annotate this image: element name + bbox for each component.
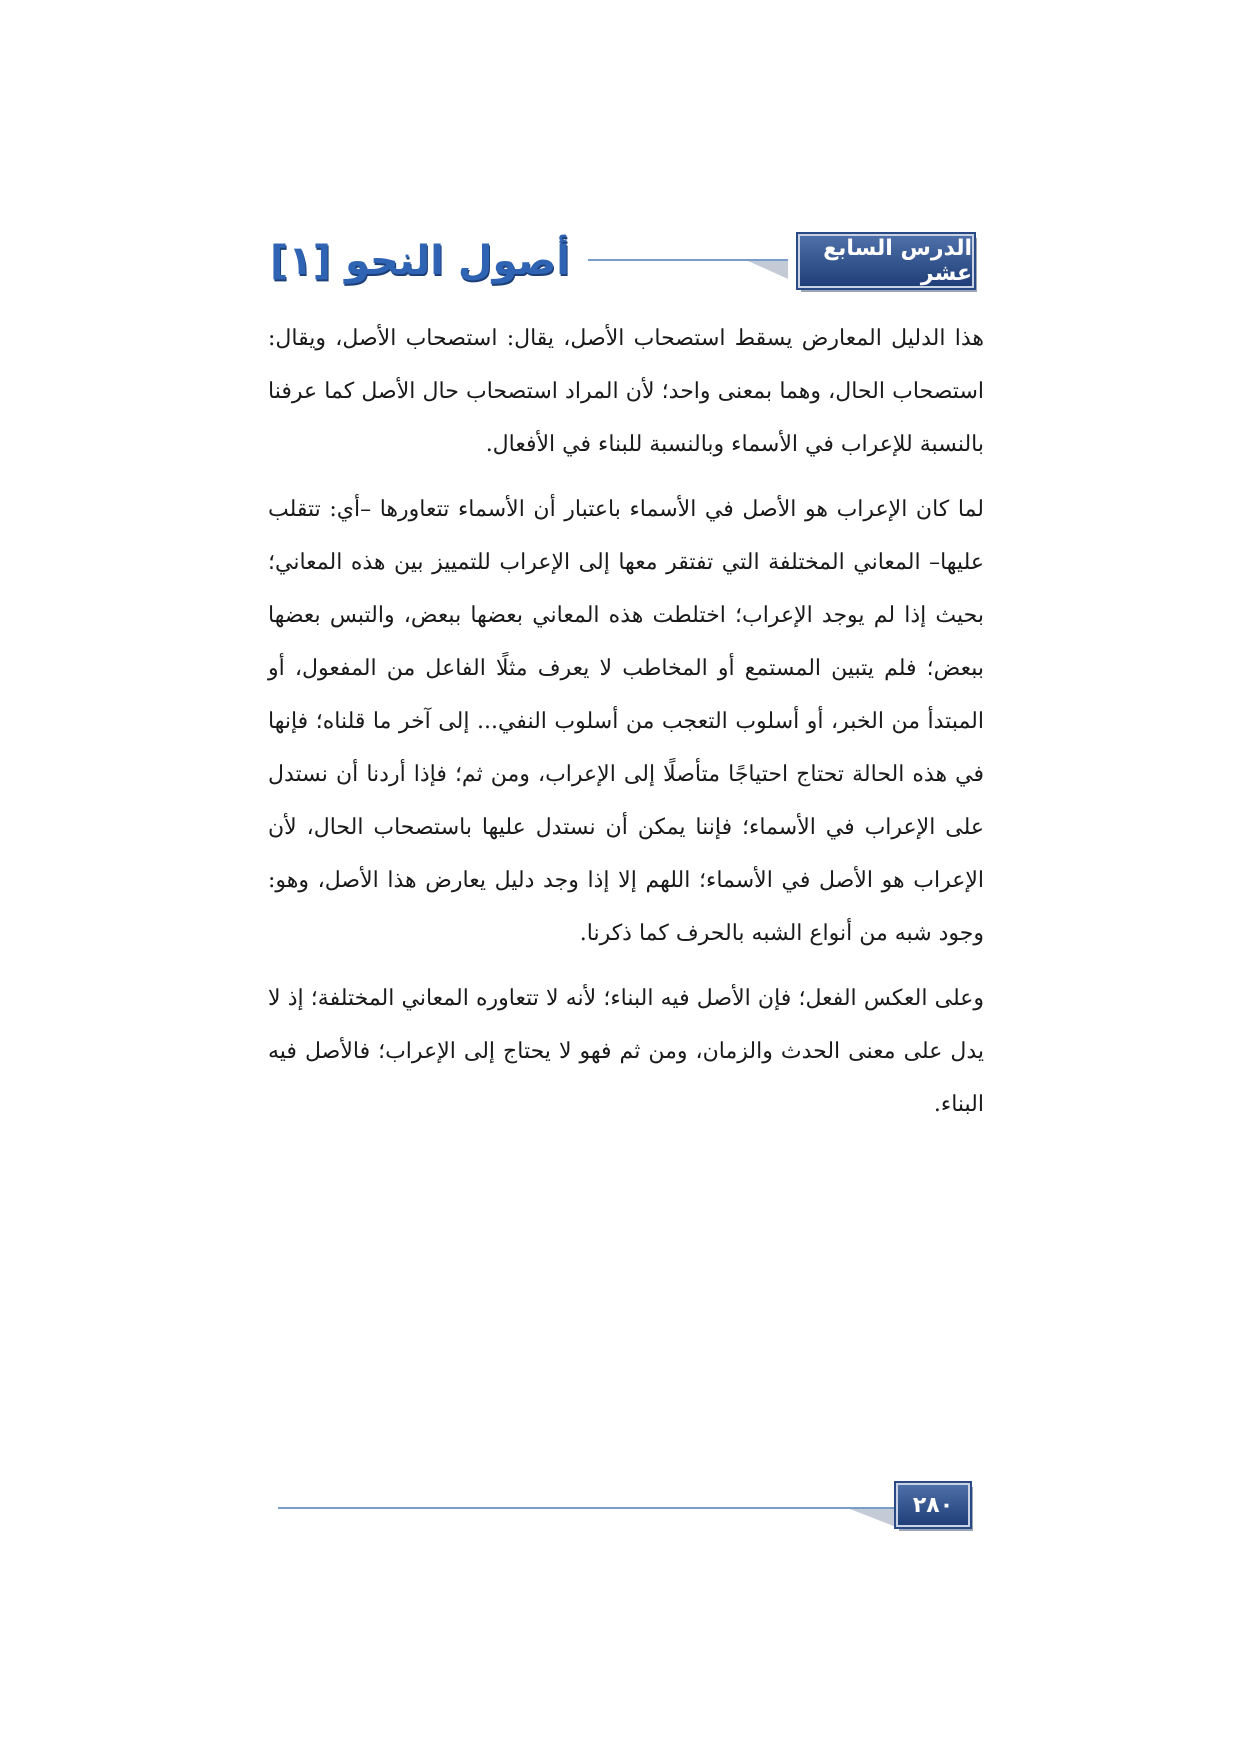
paragraph-3: وعلى العكس الفعل؛ فإن الأصل فيه البناء؛ لأنه لا تتعاوره المعاني المختلفة؛ إذ لا يدل على معنى الحدث والزمان، ومن ثم فهو لا يحتاج إلى الإعراب؛ فالأصل فيه البناء. (268, 986, 984, 1117)
footer-divider-shadow (850, 1509, 896, 1527)
paragraph-2: لما كان الإعراب هو الأصل في الأسماء باعتبار أن الأسماء تتعاورها –أي: تتقلب عليها– المعاني المختلفة التي تفتقر معها إلى الإعراب للتمييز بين هذه المعاني؛ بحيث إذا لم يوجد الإعراب؛ اختلطت هذه المعاني بعضها ببعض، والتبس بعضها ببعض؛ فلم يتبين المستمع أو المخاطب لا يعرف مثلًا الفاعل من المفعول، أو المبتدأ من الخبر، أو أسلوب التعجب من أسلوب النفي... إلى آخر ما قلناه؛ فإنها في هذه الحالة تحتاج احتياجًا متأصلًا إلى الإعراب، ومن ثم؛ فإذا أردنا أن نستدل على الإعراب في الأسماء؛ فإننا يمكن أن نستدل عليها باستصحاب الحال، لأن الإعراب هو الأصل في الأسماء؛ اللهم إلا إذا وجد دليل يعارض هذا الأصل، وهو: وجود شبه من أنواع الشبه بالحرف كما ذكرنا. (268, 497, 984, 946)
header-divider-shadow (748, 261, 788, 279)
footer-divider (278, 1507, 896, 1509)
chapter-title: أصول النحو [١] (270, 238, 570, 284)
page-number-badge: ٢٨٠ (896, 1483, 970, 1527)
body-text (268, 312, 984, 1143)
page-header (270, 230, 974, 292)
paragraph-1: هذا الدليل المعارض يسقط استصحاب الأصل، يقال: استصحاب الأصل، ويقال: استصحاب الحال، وهما بمعنى واحد؛ لأن المراد استصحاب حال الأصل كما عرفنا بالنسبة للإعراب في الأسماء وبالنسبة للبناء في الأفعال. (268, 326, 984, 457)
lesson-badge: الدرس السابع عشر (798, 234, 974, 288)
